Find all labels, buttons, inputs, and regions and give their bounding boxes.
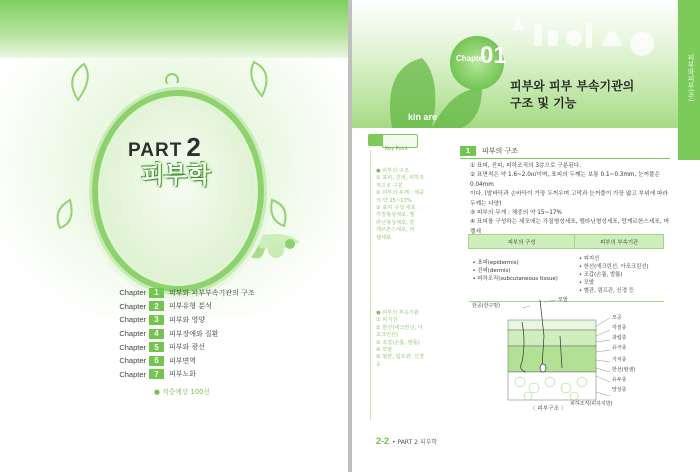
key-point-text: Key Point <box>385 146 409 152</box>
label-papillary-layer: 유두층 <box>612 377 627 383</box>
list-item: 두께는 다양) <box>470 200 502 207</box>
side-note-line: 등 <box>376 361 382 368</box>
part-title: 피부학 <box>141 161 211 189</box>
toc-row[interactable] <box>108 286 308 300</box>
toc-number: 4 <box>149 329 164 339</box>
toc-number: 2 <box>149 301 164 311</box>
side-tab-label: 피부와피부(주) <box>687 54 695 102</box>
toc-chapter-label: Chapter <box>119 329 146 339</box>
key-point-label <box>382 134 418 152</box>
toc-chapter-label: Chapter <box>119 315 146 325</box>
table-cell <box>575 249 664 302</box>
side-note-line: ② 한선(에크린선, 아 <box>376 324 423 331</box>
table-cell-line: • 표피(epidermis) <box>472 260 519 266</box>
chapter-number: 01 <box>480 42 507 69</box>
label-hair-follicle: 모공 <box>612 315 622 321</box>
toc-number: 5 <box>149 342 164 352</box>
label-spinous-layer: 유극층 <box>612 345 627 351</box>
section-title: 피부의 구조 <box>482 147 519 155</box>
toc-row[interactable] <box>108 300 308 314</box>
side-note-line: ③ 표피 구성 세포 : <box>376 205 420 212</box>
side-note-line: ① 피지선 <box>376 317 398 324</box>
toc-number: 6 <box>149 356 164 366</box>
table-cell-line: • 피하조직(subcutaneous tissue) <box>472 276 558 282</box>
label-horny-layer: 각질층 <box>612 325 627 331</box>
toc-chapter-label: Chapter <box>119 369 146 379</box>
page-footer <box>376 436 437 446</box>
table-cell-line: • 조갑(손톱, 발톱) <box>578 272 623 278</box>
table-cell-line: • 진피(dermis) <box>472 268 511 274</box>
label-hair: 모발 <box>558 297 568 303</box>
toc-row[interactable] <box>108 368 308 382</box>
toc-chapter-label: Chapter <box>119 288 146 298</box>
right-page <box>352 0 700 472</box>
table-of-contents <box>108 286 308 381</box>
chapter-label: Chapter <box>456 54 487 63</box>
side-note-structure <box>376 168 448 242</box>
side-note-line: ● 피부의 부속기관 <box>376 310 419 316</box>
toc-title: 피부유형 분석 <box>169 302 212 311</box>
side-note-line: 의 약 15~17% <box>376 197 412 204</box>
diagram-caption: 〈 피부구조 〉 <box>530 406 567 412</box>
section-rule <box>460 158 670 159</box>
side-note-line: ⑤ 혈관, 림프관, 신경 <box>376 354 424 361</box>
toc-note: ● 적중예상 100선 <box>154 388 211 396</box>
side-note-line: ① 표피, 진피, 피하조 <box>376 175 424 182</box>
table-row <box>469 249 664 302</box>
list-item: ① 표피, 진피, 피하조직의 3층으로 구분된다. <box>470 163 582 169</box>
side-note-line: ③ 조갑(손톱, 발톱) <box>376 339 420 346</box>
margin-divider <box>370 150 371 420</box>
table-cell-line: • 한선(에크린선, 아포크린선) <box>578 264 649 270</box>
skin-structure-diagram <box>470 296 640 416</box>
side-note-line: 켈세포 <box>376 234 392 241</box>
table-cell-line: • 피지선 <box>578 256 600 262</box>
table-header: 피부의 부속기관 <box>575 235 664 249</box>
table-cell <box>469 249 575 302</box>
skin-table <box>468 234 664 302</box>
toc-title: 피부장애와 질환 <box>169 329 219 338</box>
chapter-title <box>510 78 634 112</box>
toc-row[interactable] <box>108 340 308 354</box>
toc-title: 피부와 피부부속기관의 구조 <box>169 288 255 297</box>
side-note-line: 게르한스세포, 머 <box>376 227 415 234</box>
section-number: 1 <box>460 146 476 156</box>
toc-title: 피부면역 <box>169 356 197 365</box>
label-subcutaneous: 피하조직(피하지방) <box>570 401 613 407</box>
list-item: ④ 표피를 구성하는 세포에는 각질형성세포, 멜라닌형성세포, 랑게르한스세포, 머켈세 <box>470 219 669 235</box>
label-pore: 한공(한구멍) <box>472 303 501 309</box>
list-item: 이다. (발바닥과 손바닥이 가장 두꺼우며 고막과 눈꺼풀이 가장 얇고 부위에 따라 <box>470 191 668 198</box>
side-note-line: 라닌형성세포, 랑 <box>376 219 415 226</box>
toc-row[interactable] <box>108 313 308 327</box>
side-note-line: ② 피부의 두께 : 체중 <box>376 190 425 197</box>
side-note-line: 포크린선) <box>376 332 399 339</box>
part-label: PART <box>128 140 183 161</box>
side-note-line: ● 피부의 구조 <box>376 168 409 174</box>
toc-row[interactable] <box>108 354 308 368</box>
side-note-line: 직으로 구분 <box>376 182 403 189</box>
toc-title: 피부와 영양 <box>169 315 206 324</box>
side-note-line: ④ 모발 <box>376 347 393 354</box>
section-heading <box>460 146 518 156</box>
table-cell-line: • 혈관, 림프관, 신경 등 <box>578 288 634 294</box>
side-note-appendages <box>376 310 448 369</box>
chapter-title-line1: 피부와 피부 부속기관의 <box>510 79 635 93</box>
toc-chapter-label: Chapter <box>119 342 146 352</box>
toc-title: 피부와 광선 <box>169 343 206 352</box>
toc-chapter-label: Chapter <box>119 301 146 311</box>
list-item: ② 표면적은 약 1.6~2.0㎡이며, 표피의 두께는 보통 0.1~0.3mm, 눈꺼풀은 0.04mm <box>470 172 661 188</box>
toc-number: 7 <box>149 369 164 379</box>
list-item: ③ 피부의 무게 : 체중의 약 15~17% <box>470 210 562 217</box>
toc-row[interactable] <box>108 327 308 341</box>
page-number: 2-2 <box>376 436 390 446</box>
label-sweat-gland: 한선(땀샘) <box>612 367 636 373</box>
toc-number: 3 <box>149 315 164 325</box>
toc-chapter-label: Chapter <box>119 356 146 366</box>
table-header: 피부의 구성 <box>469 235 575 249</box>
part-number: 2 <box>186 132 202 162</box>
label-granular-layer: 과립층 <box>612 335 627 341</box>
label-basal-layer: 기저층 <box>612 357 627 363</box>
side-note-line: 각질형성세포, 멜 <box>376 212 415 219</box>
toc-number: 1 <box>149 288 164 298</box>
toc-title: 피부노화 <box>169 370 197 379</box>
footer-text: • PART 2 피부학 <box>392 439 438 446</box>
chapter-title-line2: 구조 및 기능 <box>510 96 577 110</box>
left-page <box>0 0 348 472</box>
ornate-frame <box>92 90 264 292</box>
key-point-badge <box>368 134 428 152</box>
label-reticular-layer: 망상층 <box>612 387 627 393</box>
table-cell-line: • 모발 <box>578 280 595 286</box>
skin-care-logo: kin are <box>408 112 438 122</box>
